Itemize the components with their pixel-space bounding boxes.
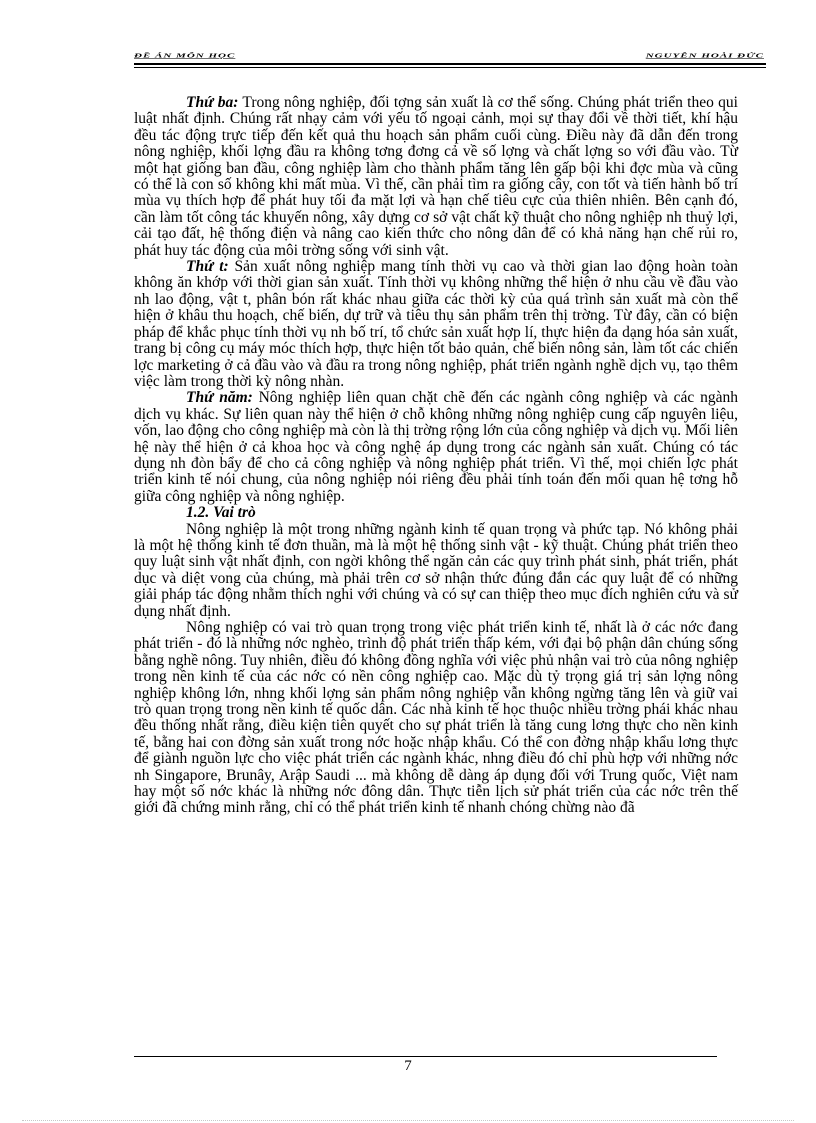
paragraph-vai-tro-1: Nông nghiệp là một trong những ngành kinh tế quan trọng và phức tạp. Nó không phải là một hệ thống kinh tế đơn thuần, mà là một hệ thống sinh vật - kỹ thuật. Chúng phát triển theo quy luật sinh vật nhất định, con ngời không thể ngăn cản các quy trình phát sinh, phát triển, phát dục và diệt vong của chúng, mà phải trên cơ sở nhận thức đúng đắn các quy luật để có những giải pháp tác động nhằm thích nghi với chúng và có sự can thiệp theo mục đích nghiên cứu và sử dụng nhất định. [134, 520, 738, 620]
paragraph-text: Trong nông nghiệp, đối tợng sản xuất là cơ thể sống. Chúng phát triển theo qui luật nhất định. Chúng rất nhạy cảm với yếu tố ngoại cảnh, mọi sự thay đổi về thời tiết, khí hậu đều tác động trực tiếp đến kết quả thu hoạch sản phẩm cuối cùng. Điều này đã dẫn đến trong nông nghiệp, khối lợng đầu ra không tơng đơng cả về số lợng và chất lợng so với đầu vào. Từ một hạt giống ban đầu, công nghiệp làm cho thành phẩm tăng lên gấp bội khi đợc mùa và cũng có thể là con số không khi mất mùa. Vì thế, cần phải tìm ra giống cây, con tốt và tiến hành bố trí mùa vụ thích hợp để phát huy tối đa mặt lợi và hạn chế tiêu cực của thiên nhiên. Bên cạnh đó, cần làm tốt công tác khuyến nông, xây dựng cơ sở vật chất kỹ thuật cho nông nghiệp nh thuỷ lợi, cải tạo đất, hệ thống điện và nâng cao kiến thức cho nông dân để có khả năng hạn chế rủi ro, phát huy tác động của môi trờng sống với sinh vật. [134, 94, 738, 259]
page-number: 7 [404, 1058, 412, 1074]
paragraph-thu-ba [134, 95, 738, 259]
header-left-title: ĐỀ ÁN MÔN HỌC [134, 52, 236, 60]
paragraph-text: Nông nghiệp liên quan chặt chẽ đến các ngành công nghiệp và các ngành dịch vụ khác. Sự liên quan này thể hiện ở chỗ không những nông nghiệp cung cấp nguyên liệu, vốn, lao động cho công nghiệp mà còn là thị trờng rộng lớn của công nghiệp và dịch vụ. Mối liên hệ này thể hiện ở cả khoa học và công nghệ áp dụng trong các ngành sản xuất. Chúng có tác dụng nh đòn bẩy để cho cả công nghiệp và nông nghiệp phát triển. Vì thế, mọi chiến lợc phát triển kinh tế nói chung, của nông nghiệp nói riêng đều phải tính toán đến mối quan hệ tơng hỗ giữa công nghiệp và nông nghiệp. [134, 389, 738, 505]
paragraph-lead: Thứ t: [186, 258, 229, 276]
footer-rule [134, 1056, 717, 1057]
paragraph-vai-tro-2: Nông nghiệp có vai trò quan trọng trong việc phát triển kinh tế, nhất là ở các nớc đang phát triển - đó là những nớc nghèo, trình độ phát triển thấp kém, với đại bộ phận dân chúng sống bằng nghề nông. Tuy nhiên, điều đó không đồng nghĩa với việc phủ nhận vai trò của nông nghiệp trong nền kinh tế của các nớc có nền công nghiệp cao. Mặc dù tỷ trọng giá trị sản lợng nông nghiệp không lớn, nhng khối lợng sản phẩm nông nghiệp vẫn không ngừng tăng lên và giữ vai trò quan trọng trong nền kinh tế quốc dân. Các nhà kinh tế học thuộc nhiều trờng phái khác nhau đều thống nhất rằng, điều kiện tiên quyết cho sự phát triển là tăng cung lơng thực cho nền kinh tế, bằng hai con đờng sản xuất trong nớc hoặc nhập khẩu. Có thể con đờng nhập khẩu lơng thực để giành nguồn lực cho việc phát triển các ngành khác, nhng điều đó chỉ phù hợp với những nớc nh Singapore, Brunây, Arập Saudi ... mà không dễ dàng áp dụng đối với Trung quốc, Việt nam hay một số nớc khác là những nớc đông dân. Thực tiễn lịch sử phát triển của các nớc trên thế giới đã chứng minh rằng, chỉ có thể phát triển kinh tế nhanh chóng chừng nào đã [134, 619, 739, 817]
header-right-author: NGUYỄN HOÀI ĐỨC [645, 52, 764, 60]
paragraph-thu-nam [134, 390, 738, 505]
paragraph-lead: Thứ ba: [186, 94, 239, 111]
paragraph-text: Sản xuất nông nghiệp mang tính thời vụ cao và thời gian lao động hoàn toàn không ăn khớp với thời gian sản xuất. Tính thời vụ không những thể hiện ở nhu cầu về đầu vào nh lao động, vật t, phân bón rất khác nhau giữa các thời kỳ của quá trình sản xuất mà còn thể hiện ở khâu thu hoạch, chế biến, dự trữ và tiêu thụ sản phẩm trên thị trờng. Từ đây, cần có biện pháp để khắc phục tính thời vụ nh bố trí, tổ chức sản xuất hợp lí, thực hiện đa dạng hóa sản xuất, trang bị công cụ máy móc thích hợp, thực hiện tốt bảo quản, chế biến nông sản, làm tốt các chiến lợc marketing ở cả đầu vào và đầu ra trong nông nghiệp, phát triển ngành nghề dịch vụ, tạo thêm việc làm trong thời kỳ nông nhàn. [134, 258, 738, 390]
header-rule-thin [134, 67, 766, 68]
page-edge-divider [22, 1120, 794, 1121]
section-heading: 1.2. Vai trò [186, 504, 256, 522]
paragraph-lead: Thứ năm: [186, 389, 253, 407]
paragraph-thu-tu [134, 259, 738, 390]
document-body [134, 95, 738, 817]
header-rule [134, 63, 766, 65]
